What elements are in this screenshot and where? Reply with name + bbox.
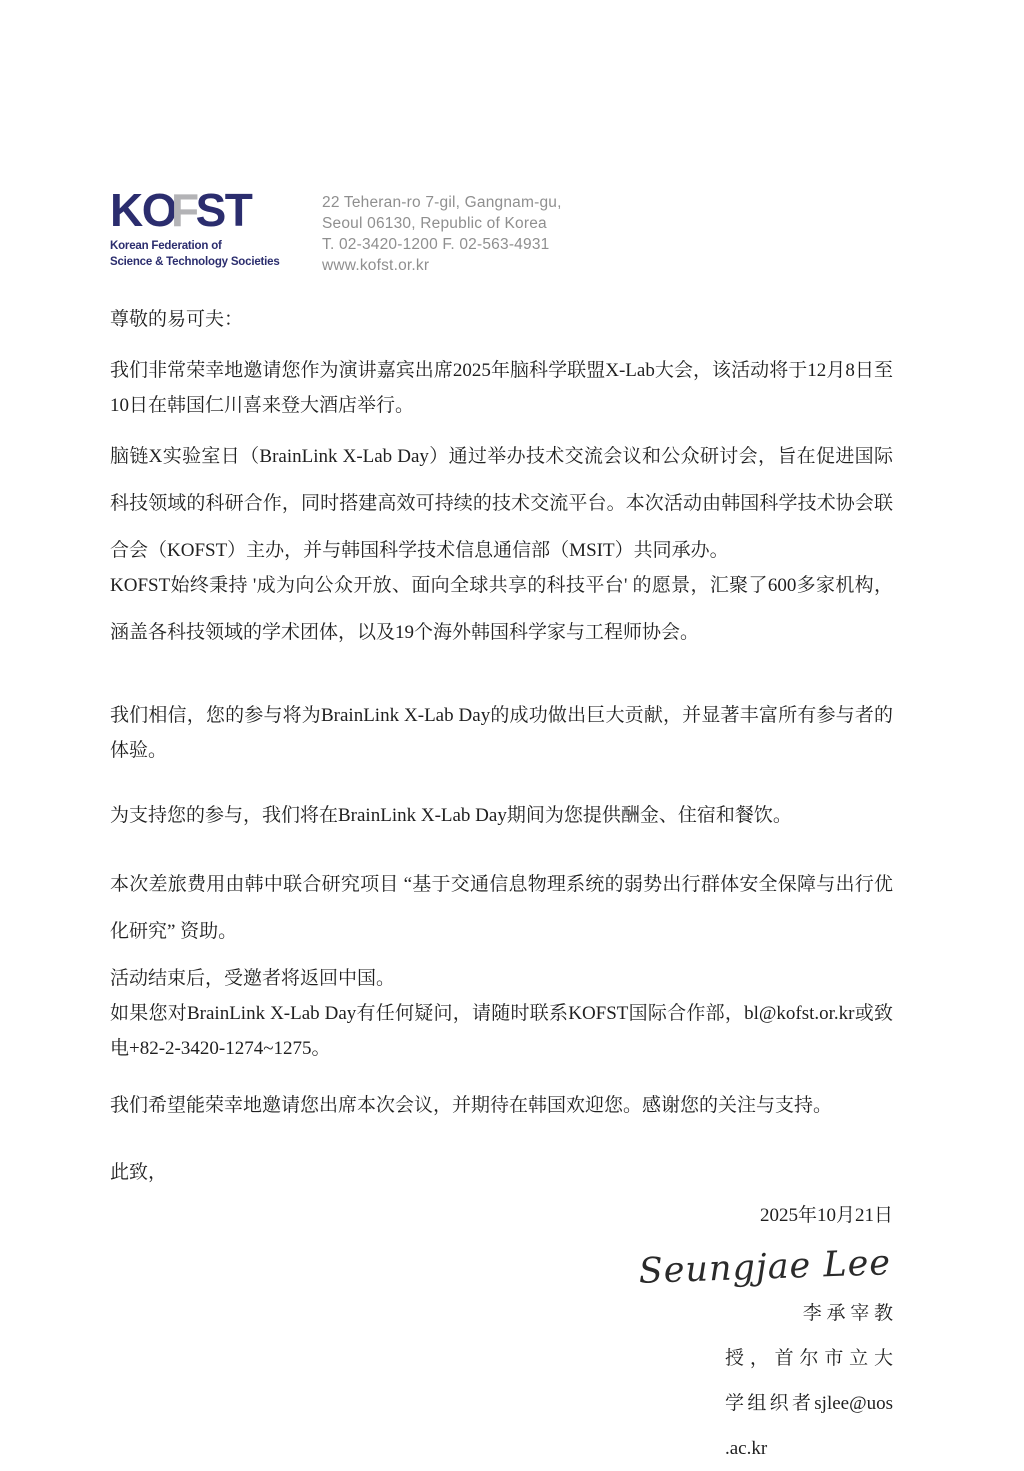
- address-line-phone-fax: T. 02-3420-1200 F. 02-563-4931: [322, 236, 550, 253]
- logo-letters-ko: KO: [110, 184, 176, 236]
- letterhead: [110, 184, 893, 276]
- logo-tagline-line2: Science & Technology Societies: [110, 256, 280, 268]
- logo-letter-f-gray: F: [171, 184, 198, 236]
- salutation: 尊敬的易可夫：: [110, 309, 244, 330]
- logo-letters-st: ST: [195, 184, 252, 236]
- handwritten-signature: Seungjae Lee: [638, 1243, 892, 1292]
- paragraph-invitation: 我们非常荣幸地邀请您作为演讲嘉宾出席2025年脑科学联盟X-Lab大会，该活动将于12月8日至10日在韩国仁川喜来登大酒店举行。: [110, 360, 893, 416]
- kofst-logo-wordmark: [110, 184, 282, 236]
- signer-identity: [725, 1291, 893, 1471]
- letter-date: 2025年10月21日: [759, 1205, 893, 1226]
- address-line-website: www.kofst.or.kr: [322, 257, 430, 274]
- logo-tagline: [110, 238, 282, 270]
- logo-tagline-line1: Korean Federation of: [110, 240, 222, 252]
- paragraph-support: 为支持您的参与，我们将在BrainLink X-Lab Day期间为您提供酬金、住宿和餐饮。: [110, 805, 792, 826]
- paragraph-contact: 如果您对BrainLink X-Lab Day有任何疑问，请随时联系KOFST国际合作部，bl@kofst.or.kr或致电+82-2-3420-1274~1275。: [110, 1003, 893, 1059]
- paragraph-welcome: 我们希望能荣幸地邀请您出席本次会议，并期待在韩国欢迎您。感谢您的关注与支持。: [110, 1095, 833, 1116]
- paragraph-event-description: 脑链X实验室日（BrainLink X-Lab Day）通过举办技术交流会议和公众研讨会，旨在促进国际科技领域的科研合作，同时搭建高效可持续的技术交流平台。本次活动由韩国科学技术协会联合会（KOFST）主办，并与韩国科学技术信息通信部（MSIT）共同承办。: [110, 446, 893, 561]
- address-line-street: 22 Teheran-ro 7-gil, Gangnam-gu,: [322, 194, 562, 211]
- paragraph-travel-funding: 本次差旅费用由韩中联合研究项目 “基于交通信息物理系统的弱势出行群体安全保障与出行优化研究” 资助。: [110, 874, 893, 942]
- letterhead-address: [322, 188, 562, 276]
- paragraph-contribution: 我们相信，您的参与将为BrainLink X-Lab Day的成功做出巨大贡献，并显著丰富所有参与者的体验。: [110, 705, 893, 761]
- kofst-logo: [110, 184, 282, 270]
- paragraph-return: 活动结束后，受邀者将返回中国。: [110, 968, 396, 989]
- letter-body: [110, 302, 893, 1190]
- closing: 此致，: [110, 1162, 168, 1183]
- signature-block: [110, 1198, 893, 1471]
- signer-line-email-part1: 学组织者sjlee@uos: [725, 1393, 893, 1414]
- address-line-city: Seoul 06130, Republic of Korea: [322, 215, 547, 232]
- signer-line-title: 授，首尔市立大: [725, 1348, 893, 1369]
- signer-line-name: 李 承 宰 教: [802, 1303, 893, 1324]
- paragraph-kofst-vision: KOFST始终秉持 '成为向公众开放、面向全球共享的科技平台' 的愿景，汇聚了600多家机构，涵盖各科技领域的学术团体，以及19个海外韩国科学家与工程师协会。: [110, 575, 893, 643]
- signer-line-email-part2: .ac.kr: [725, 1438, 768, 1459]
